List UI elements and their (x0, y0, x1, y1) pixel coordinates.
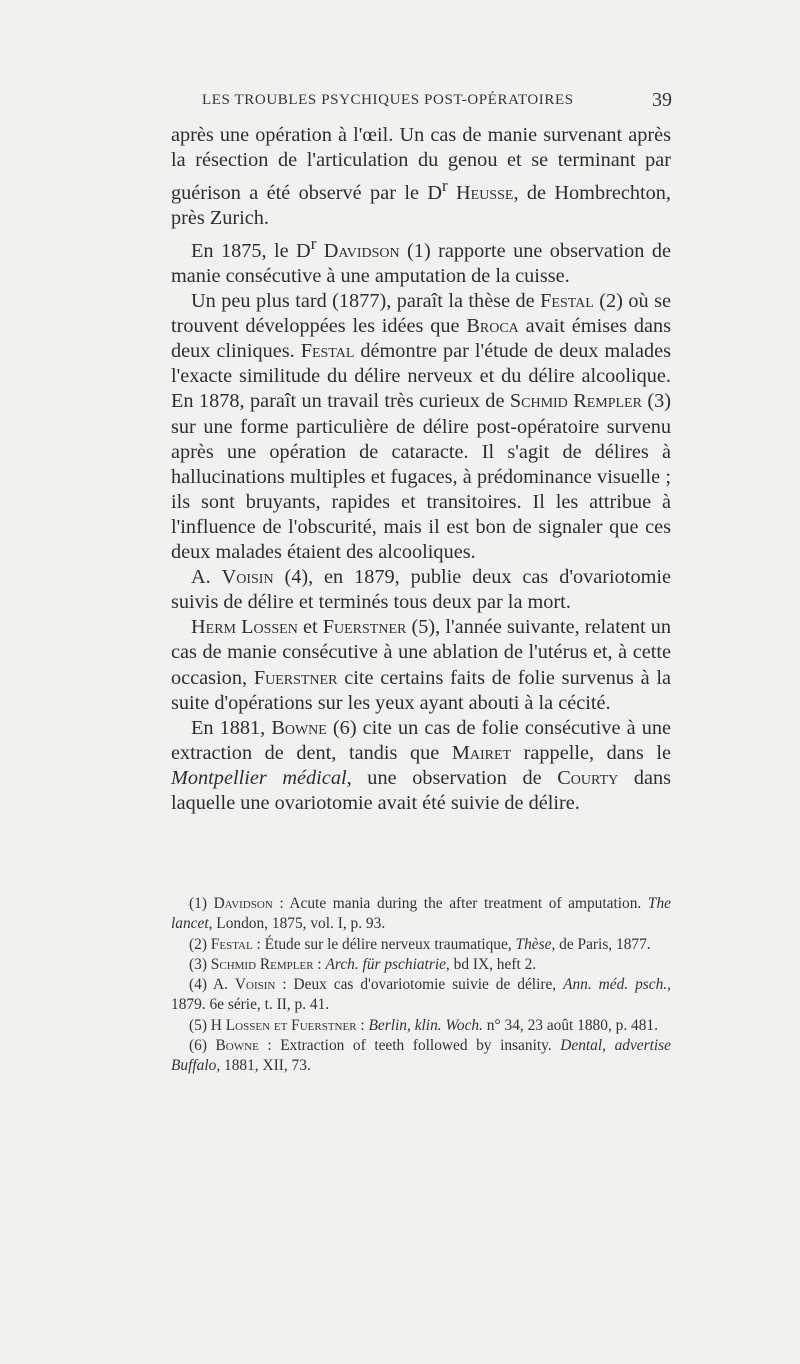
footnote-author: Schmid Rempler (210, 955, 314, 973)
running-header (202, 89, 672, 116)
main-text (171, 123, 671, 816)
footnote-5: (5) H Lossen et Fuerstner : Berlin, klin. Woch. n° 34, 23 août 1880, p. 481. (189, 1016, 658, 1034)
footnote-author: Voisin (234, 976, 276, 994)
footnote-author: Festal (210, 935, 253, 953)
author-name: Schmid Rempler (509, 390, 642, 413)
author-name: Heusse (456, 181, 514, 204)
author-name: Broca (466, 315, 519, 338)
paragraph-4: A. Voisin (4), en 1879, publie deux cas d'ovariotomie suivis de délire et terminés tous deux par la mort. (171, 566, 671, 614)
author-name: Mairet (451, 741, 512, 764)
footnote-1: (1) Davidson : Acute mania during the after treatment of amputation. The lancet, London, 1875, vol. I, p. 93. (171, 895, 671, 933)
footnote-source: Dental, advertise Buffalo (171, 1037, 672, 1075)
footnotes (171, 894, 671, 1077)
author-name: Fuerstner (253, 666, 338, 689)
author-name: Festal (300, 340, 355, 363)
footnote-author: Davidson (213, 895, 273, 912)
footnote-author: Bowne (215, 1037, 259, 1055)
author-name: Davidson (323, 239, 400, 262)
footnote-4: (4) A. Voisin : Deux cas d'ovariotomie suivie de délire, Ann. méd. psch., 1879. 6e série, t. II, p. 41. (171, 976, 671, 1014)
footnote-source: Berlin, klin. Woch. (368, 1016, 483, 1034)
author-name: Fuerstner (322, 616, 407, 639)
footnote-2: (2) Festal : Étude sur le délire nerveux traumatique, Thèse, de Paris, 1877. (189, 935, 651, 953)
footnote-source: Arch. für pschiatrie (325, 955, 446, 973)
author-name: Voisin (221, 566, 274, 589)
page-number: 39 (652, 89, 672, 111)
running-title: LES TROUBLES PSYCHIQUES POST-OPÉRATOIRES (202, 92, 574, 108)
author-name: Bowne (271, 716, 327, 739)
journal-title: Montpellier médical (171, 766, 347, 789)
paragraph-5: Herm Lossen et Fuerstner (5), l'année suivante, relatent un cas de manie consécutive à une ablation de l'utérus et, à cette occasion, Fuerstner cite certains faits de folie survenus à la suite d'opérations sur les yeux ayant abouti à la cécité. (171, 616, 672, 714)
author-name: Festal (540, 290, 594, 313)
author-name: Herm Lossen (191, 616, 298, 639)
footnote-6: (6) Bowne : Extraction of teeth followed by insanity. Dental, advertise Buffalo, 1881, XII, 73. (171, 1037, 672, 1075)
footnote-author: Lossen et Fuerstner (225, 1016, 357, 1034)
footnote-3: (3) Schmid Rempler : Arch. für pschiatrie, bd IX, heft 2. (189, 955, 537, 973)
paragraph-3: Un peu plus tard (1877), paraît la thèse de Festal (2) où se trouvent développées les idées que Broca avait émises dans deux cliniques. Festal démontre par l'étude de deux malades l'exacte similitude du délire nerveux et du délire alcoolique. En 1878, paraît un travail très curieux de Schmid Rempler (3) sur une forme particulière de délire post-opératoire survenu après une opération de cataracte. Il s'agit de délires à hallucinations multiples et fugaces, à prédominance visuelle ; ils sont bruyants, rapides et transitoires. Il les attribue à l'influence de l'obscurité, mais il est bon de signaler que ces deux malades étaient des alcooliques. (171, 290, 671, 564)
author-name: Courty (557, 766, 619, 789)
paragraph-6: En 1881, Bowne (6) cite un cas de folie consécutive à une extraction de dent, tandis que Mairet rappelle, dans le Montpellier médical, une observation de Courty dans laquelle une ovariotomie avait été suivie de délire. (171, 716, 671, 814)
footnote-source: Ann. méd. psch. (563, 976, 668, 994)
footnote-source: Thèse (515, 935, 552, 953)
footnote-source: The lancet (171, 895, 671, 933)
paragraph-1: après une opération à l'œil. Un cas de manie survenant après la résection de l'articulation du genou et se terminant par guérison a été observé par le $D^r$ Heusse, de Hombrechton, près Zurich. (171, 124, 671, 230)
paragraph-2: En 1875, le $D^r$ Davidson (1) rapporte une observation de manie consécutive à une amputation de la cuisse. (171, 234, 671, 287)
